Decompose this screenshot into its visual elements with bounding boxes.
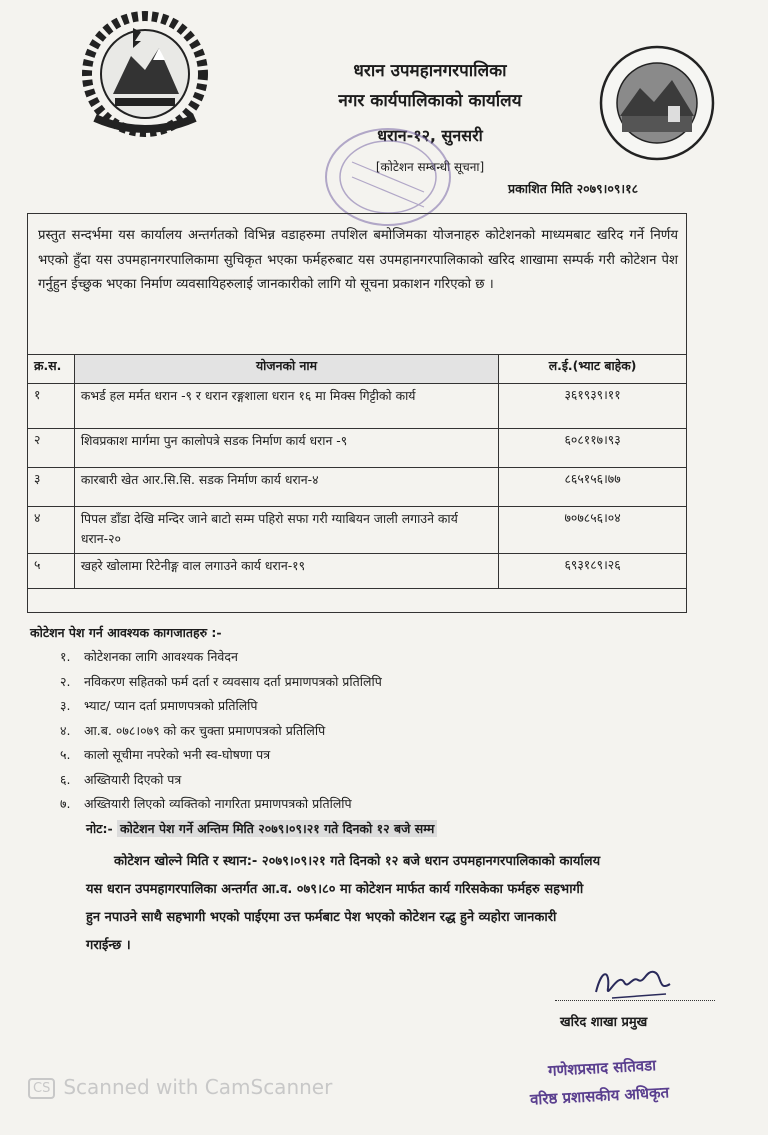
list-item <box>60 694 382 719</box>
row-serial: २ <box>28 429 75 468</box>
item-number: १. <box>60 649 71 664</box>
list-item <box>60 670 382 695</box>
item-number: ७. <box>60 796 71 811</box>
works-table <box>27 354 687 589</box>
header-cost: ल.ई.(भ्याट बाहेक) <box>499 355 687 384</box>
item-text: नविकरण सहितको फर्म दर्ता र व्यवसाय दर्ता प्रमाणपत्रको प्रतिलिपि <box>84 673 382 689</box>
opening-line: कोटेशन खोल्ने मिति र स्थान:- २०७९।०९।२१ गते दिनको १२ बजे धरान उपमहानगरपालिकाको कार्यालय <box>114 854 601 869</box>
signature-line <box>555 1000 715 1001</box>
published-date: प्रकाशित मिति २०७९।०९।१८ <box>508 181 639 196</box>
item-number: ३. <box>60 698 71 713</box>
header-serial: क्र.स. <box>28 355 75 384</box>
table-row <box>28 429 687 468</box>
table-row <box>28 468 687 507</box>
office-name: धरान उपमहानगरपालिका <box>353 61 507 81</box>
opening-paragraph <box>86 848 726 960</box>
row-cost: ७०७८५६।०४ <box>499 507 687 554</box>
opening-line: यस धरान उपमहागरपालिका अन्तर्गत आ.व. ०७९।८० मा कोटेशन मार्फत कार्य गरिसकेका फर्महरु सहभागी <box>86 882 584 897</box>
notice-subject: [कोटेशन सम्बन्धी सूचना] <box>375 160 485 174</box>
documents-heading: कोटेशन पेश गर्न आवश्यक कागजातहरु :- <box>30 625 222 640</box>
header-work-name: योजनको नाम <box>74 355 498 384</box>
list-item <box>60 743 382 768</box>
row-serial: ४ <box>28 507 75 554</box>
signatory-title: खरिद शाखा प्रमुख <box>560 1015 648 1030</box>
list-item <box>60 792 382 817</box>
item-text: अख्तियारी दिएको पत्र <box>84 771 182 787</box>
item-number: ६. <box>60 771 71 787</box>
list-item <box>60 645 382 670</box>
deadline-note <box>86 820 437 837</box>
item-text: आ.ब. ०७८।०७९ को कर चुक्ता प्रमाणपत्रको प्रतिलिपि <box>84 722 326 738</box>
office-subtitle: नगर कार्यपालिकाको कार्यालय <box>338 91 522 111</box>
note-text: कोटेशन पेश गर्ने अन्तिम मिति २०७९।०९।२१ गते दिनको १२ बजे सम्म <box>117 820 437 837</box>
row-cost: ३६१९३९।११ <box>499 384 687 429</box>
item-text: कालो सूचीमा नपरेको भनी स्व-घोषणा पत्र <box>84 747 271 762</box>
table-row <box>28 507 687 554</box>
row-work-name: कभर्ड हल मर्मत धरान -९ र धरान रङ्गशाला धरान १६ मा मिक्स गिट्टीको कार्य <box>74 384 498 429</box>
table-header-row <box>28 355 687 384</box>
documents-list <box>60 645 382 817</box>
item-text: अख्तियारी लिएको व्यक्तिको नागरिता प्रमाणपत्रको प्रतिलिपि <box>84 796 352 811</box>
intro-paragraph: प्रस्तुत सन्दर्भमा यस कार्यालय अन्तर्गतको विभिन्न वडाहरुमा तपशिल बमोजिमका योजनाहरु कोटेशनको माध्यमबाट खरिद गर्ने निर्णय भएको हुँदा यस उपमहानगरपालिकामा सुचिकृत भएका फर्महरुबाट यस उपमहानगरपालिकाको खरिद शाखामा सम्पर्क गरी कोटेशन पेश गर्नुहुन ईच्छुक भएका निर्माण व्यवसायिहरुलाई जानकारीको लागि यो सूचना प्रकाशन गरिएको छ । <box>38 228 678 292</box>
table-row <box>28 554 687 589</box>
dharan-city-logo-icon <box>598 44 716 162</box>
item-number: २. <box>60 673 71 689</box>
row-serial: ३ <box>28 468 75 507</box>
opening-line: गराईन्छ । <box>86 938 131 953</box>
row-work-name: खहरे खोलामा रिटेनीङ्ग वाल लगाउने कार्य धरान-१९ <box>74 554 498 589</box>
nepal-emblem-icon <box>75 8 215 140</box>
row-work-name: शिवप्रकाश मार्गमा पुन कालोपत्रे सडक निर्माण कार्य धरान -९ <box>74 429 498 468</box>
office-address: धरान-१२, सुनसरी <box>377 126 483 145</box>
watermark-text: Scanned with CamScanner <box>63 1075 333 1099</box>
notice-box <box>27 213 687 613</box>
row-serial: १ <box>28 384 75 429</box>
list-item <box>60 719 382 744</box>
opening-line: हुन नपाउने साथै सहभागी भएको पाईएमा उत्त फर्मबाट पेश भएको कोटेशन रद्ध हुने व्यहोरा जानकारी <box>86 910 557 925</box>
row-work-name: कारबारी खेत आर.सि.सि. सडक निर्माण कार्य धरान-४ <box>74 468 498 507</box>
table-row <box>28 384 687 429</box>
row-work-name: पिपल डाँडा देखि मन्दिर जाने बाटो सम्म पहिरो सफा गरी ग्याबियन जाली लगाउने कार्य धरान-२० <box>74 507 498 554</box>
list-item <box>60 768 382 793</box>
stamp-officer-role: वरिष्ठ प्रशासकीय अधिकृत <box>529 1083 670 1109</box>
row-serial: ५ <box>28 554 75 589</box>
row-cost: ८६५१५६।७७ <box>499 468 687 507</box>
item-text: भ्याट/ प्यान दर्ता प्रमाणपत्रको प्रतिलिपि <box>84 698 258 713</box>
note-label: नोट:- <box>86 821 113 836</box>
item-number: ४. <box>60 722 71 738</box>
camscanner-icon: CS <box>28 1078 55 1099</box>
row-cost: ६०८११७।९३ <box>499 429 687 468</box>
scanner-watermark <box>28 1075 332 1099</box>
row-cost: ६९३१८९।२६ <box>499 554 687 589</box>
stamp-officer-name: गणेशप्रसाद सतिवडा <box>547 1056 657 1080</box>
item-text: कोटेशनका लागि आवश्यक निवेदन <box>84 649 238 664</box>
item-number: ५. <box>60 747 71 762</box>
